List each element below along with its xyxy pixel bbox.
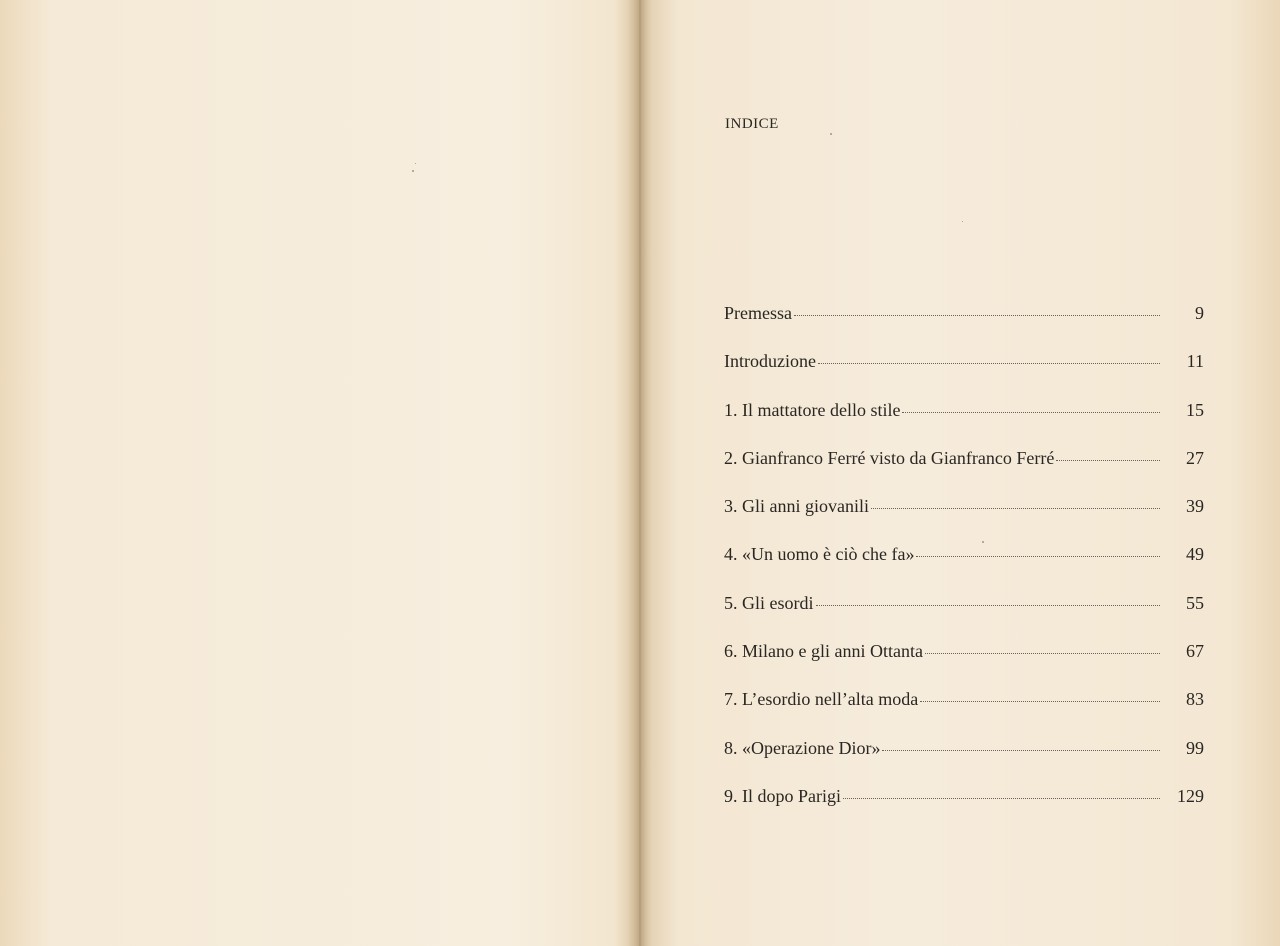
toc-entry-page: 9	[1195, 303, 1204, 323]
toc-entry-title: Introduzione	[724, 351, 816, 372]
toc-entry-title: 5. Gli esordi	[724, 592, 814, 613]
toc-entry-title: 1. Il mattatore dello stile	[724, 399, 901, 420]
toc-entry	[724, 641, 1204, 689]
toc-entry-title: 2. Gianfranco Ferré visto da Gianfranco Ferré	[724, 447, 1055, 468]
toc-entry-page: 27	[1186, 447, 1204, 468]
dot-leader	[925, 653, 1160, 654]
toc-entry-page: 15	[1186, 399, 1204, 420]
toc-heading: INDICE	[725, 116, 779, 132]
dot-leader	[882, 750, 1160, 751]
paper-speck	[830, 133, 832, 135]
toc-list	[724, 303, 1204, 834]
toc-entry-title: 7. L’esordio nell’alta moda	[724, 689, 919, 710]
toc-entry	[724, 689, 1204, 737]
toc-entry	[724, 400, 1204, 448]
dot-leader	[843, 798, 1160, 799]
paper-speck	[962, 221, 963, 222]
dot-leader	[902, 412, 1160, 413]
toc-entry-page: 129	[1177, 785, 1204, 806]
toc-entry-page: 83	[1186, 689, 1204, 710]
toc-entry-page: 49	[1186, 544, 1204, 565]
toc-entry	[724, 303, 1204, 351]
show-through-text	[260, 360, 264, 380]
dot-leader	[816, 605, 1161, 606]
toc-entry	[724, 544, 1204, 592]
toc-entry	[724, 448, 1204, 496]
dot-leader	[916, 556, 1160, 557]
toc-entry-title: Premessa	[724, 303, 792, 323]
toc-entry-title: 4. «Un uomo è ciò che fa»	[724, 544, 915, 565]
toc-entry-page: 55	[1186, 592, 1204, 613]
toc-entry-title: 8. «Operazione Dior»	[724, 737, 881, 758]
toc-entry-page: 99	[1186, 737, 1204, 758]
dot-leader	[920, 701, 1160, 702]
dot-leader	[871, 508, 1160, 509]
paper-speck	[415, 163, 416, 164]
toc-entry-page: 11	[1186, 351, 1204, 372]
paper-speck	[412, 170, 414, 172]
toc-entry	[724, 351, 1204, 399]
toc-entry-title: 6. Milano e gli anni Ottanta	[724, 641, 923, 662]
toc-entry	[724, 738, 1204, 786]
toc-entry	[724, 593, 1204, 641]
toc-entry-page: 67	[1186, 641, 1204, 662]
toc-entry	[724, 496, 1204, 544]
toc-entry	[724, 786, 1204, 834]
right-page	[640, 0, 1280, 946]
dot-leader	[794, 315, 1160, 316]
dot-leader	[818, 363, 1160, 364]
toc-entry-title: 3. Gli anni giovanili	[724, 496, 869, 517]
toc-entry-title: 9. Il dopo Parigi	[724, 785, 841, 806]
toc-entry-page: 39	[1186, 496, 1204, 517]
dot-leader	[1056, 460, 1160, 461]
